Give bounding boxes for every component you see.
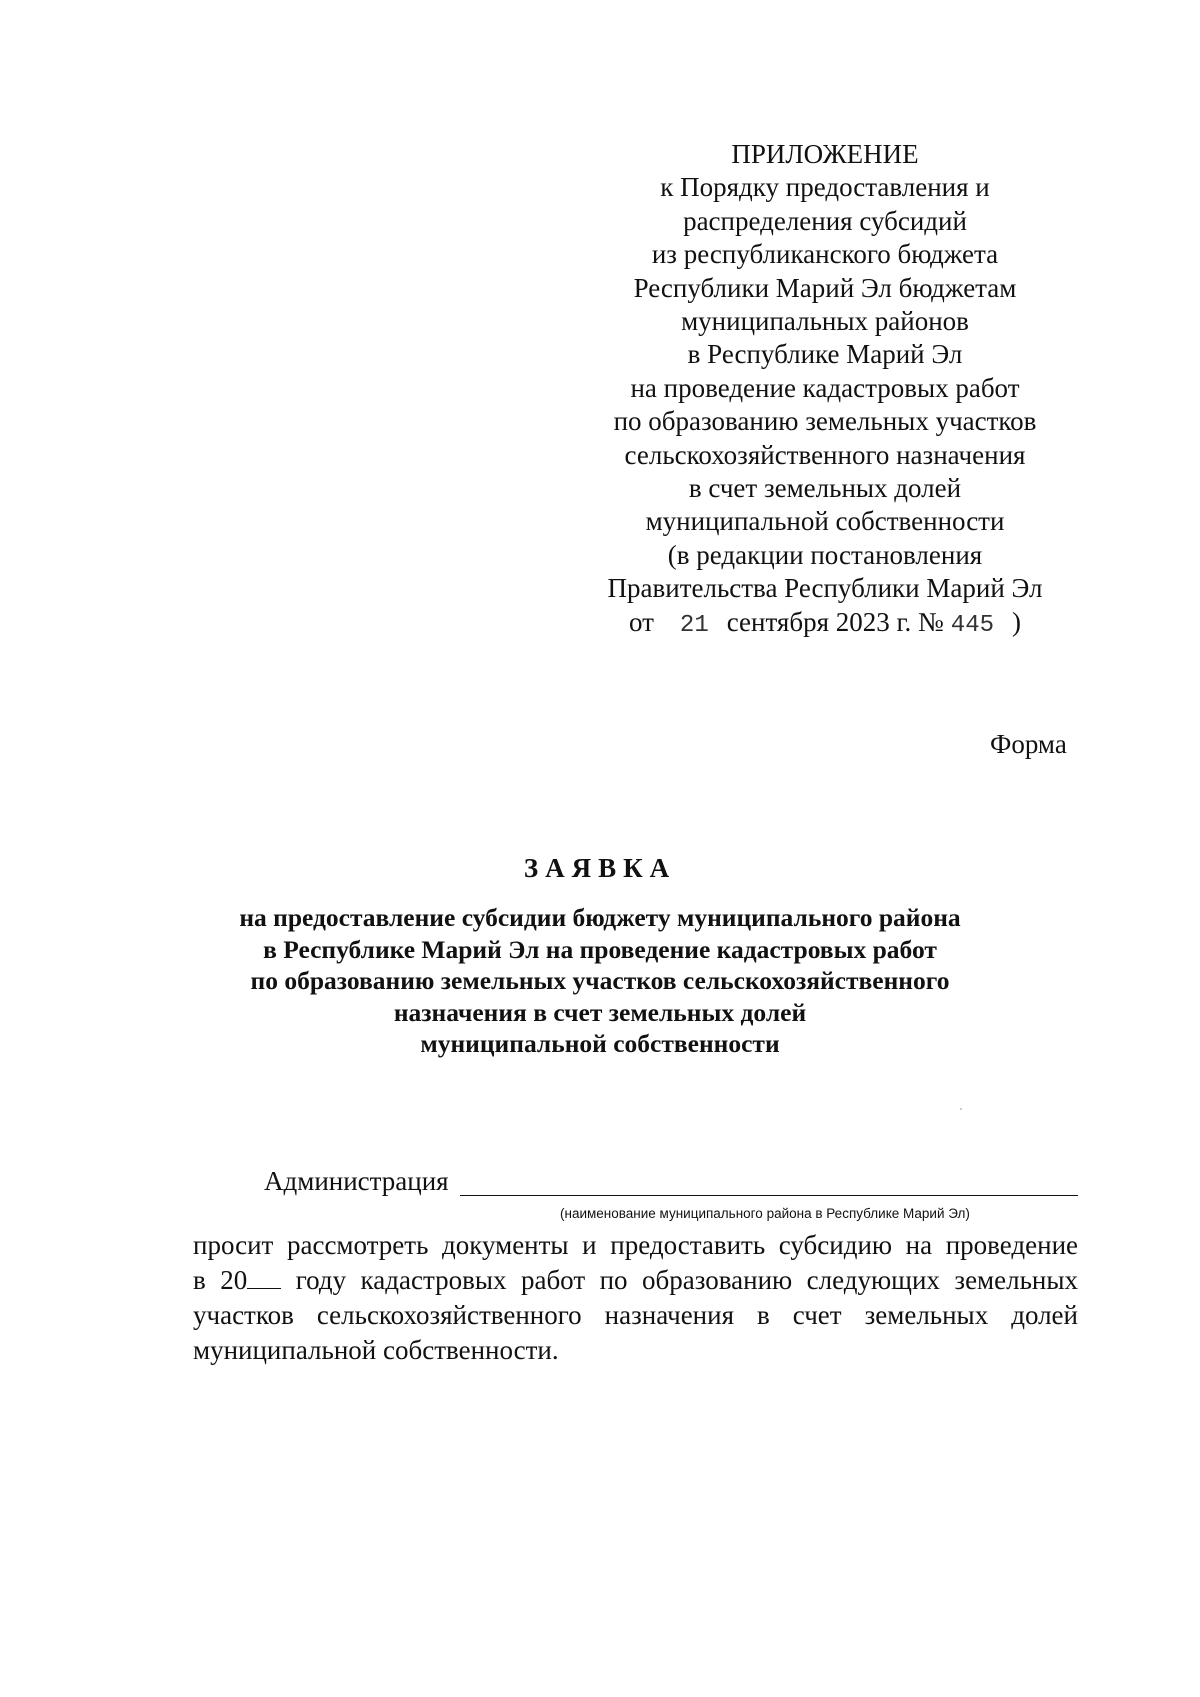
subtitle-line: назначения в счет земельных долей bbox=[393, 997, 807, 1027]
appendix-line: сельскохозяйственного назначения bbox=[624, 439, 1026, 470]
document-subtitle bbox=[100, 902, 1100, 1060]
appendix-line: из республиканского бюджета bbox=[651, 239, 999, 270]
appendix-line: (в редакции постановления bbox=[667, 539, 983, 570]
appendix-date-line bbox=[575, 606, 1075, 642]
administration-name-field[interactable] bbox=[460, 1195, 1078, 1196]
date-suffix: ) bbox=[1012, 606, 1022, 637]
form-label: Форма bbox=[990, 729, 1067, 759]
date-month-year: сентября 2023 г. № bbox=[726, 606, 944, 637]
administration-row bbox=[264, 1165, 1078, 1201]
year-blank-field[interactable] bbox=[247, 1287, 281, 1289]
paragraph-line-text: году кадастровых работ по образованию следующих земельных bbox=[295, 1265, 1078, 1295]
appendix-line: в Республике Марий Эл bbox=[687, 339, 963, 370]
appendix-line: на проведение кадастровых работ bbox=[630, 372, 1020, 403]
subtitle-line: по образованию земельных участков сельскохозяйственного bbox=[250, 966, 950, 995]
paragraph-line: просит рассмотреть документы и предоставить субсидию на проведение bbox=[193, 1230, 1078, 1260]
appendix-line: муниципальных районов bbox=[681, 306, 969, 337]
appendix-line: муниципальной собственности bbox=[645, 506, 1005, 537]
paragraph-line bbox=[193, 1263, 1078, 1298]
appendix-line: по образованию земельных участков bbox=[613, 406, 1037, 437]
subtitle-line: в Республике Марий Эл на проведение кадастровых работ bbox=[263, 934, 937, 964]
year-prefix: в 20 bbox=[193, 1265, 248, 1295]
subtitle-line: на предоставление субсидии бюджету муниципального района bbox=[239, 903, 961, 932]
subtitle-line: муниципальной собственности bbox=[420, 1029, 780, 1058]
appendix-heading: ПРИЛОЖЕНИЕ bbox=[731, 139, 919, 169]
appendix-line: в счет земельных долей bbox=[688, 473, 962, 504]
request-paragraph bbox=[193, 1228, 1078, 1368]
appendix-line: распределения субсидий bbox=[683, 205, 967, 236]
appendix-line: Правительства Республики Марий Эл bbox=[607, 573, 1043, 604]
document-title: ЗАЯВКА bbox=[523, 853, 677, 883]
appendix-line: к Порядку предоставления и bbox=[660, 172, 990, 203]
scan-speck bbox=[960, 1108, 962, 1110]
administration-field-caption: (наименование муниципального района в Республике Марий Эл) bbox=[560, 1206, 970, 1221]
date-day: 21 bbox=[679, 611, 709, 639]
administration-label: Администрация bbox=[264, 1166, 449, 1196]
date-prefix: от bbox=[628, 606, 654, 637]
paragraph-line: муниципальной собственности. bbox=[193, 1335, 559, 1365]
document-number: 445 bbox=[950, 611, 995, 639]
appendix-block bbox=[575, 138, 1075, 642]
paragraph-line: участков сельскохозяйственного назначения в счет земельных долей bbox=[193, 1300, 1078, 1330]
appendix-line: Республики Марий Эл бюджетам bbox=[633, 272, 1017, 303]
